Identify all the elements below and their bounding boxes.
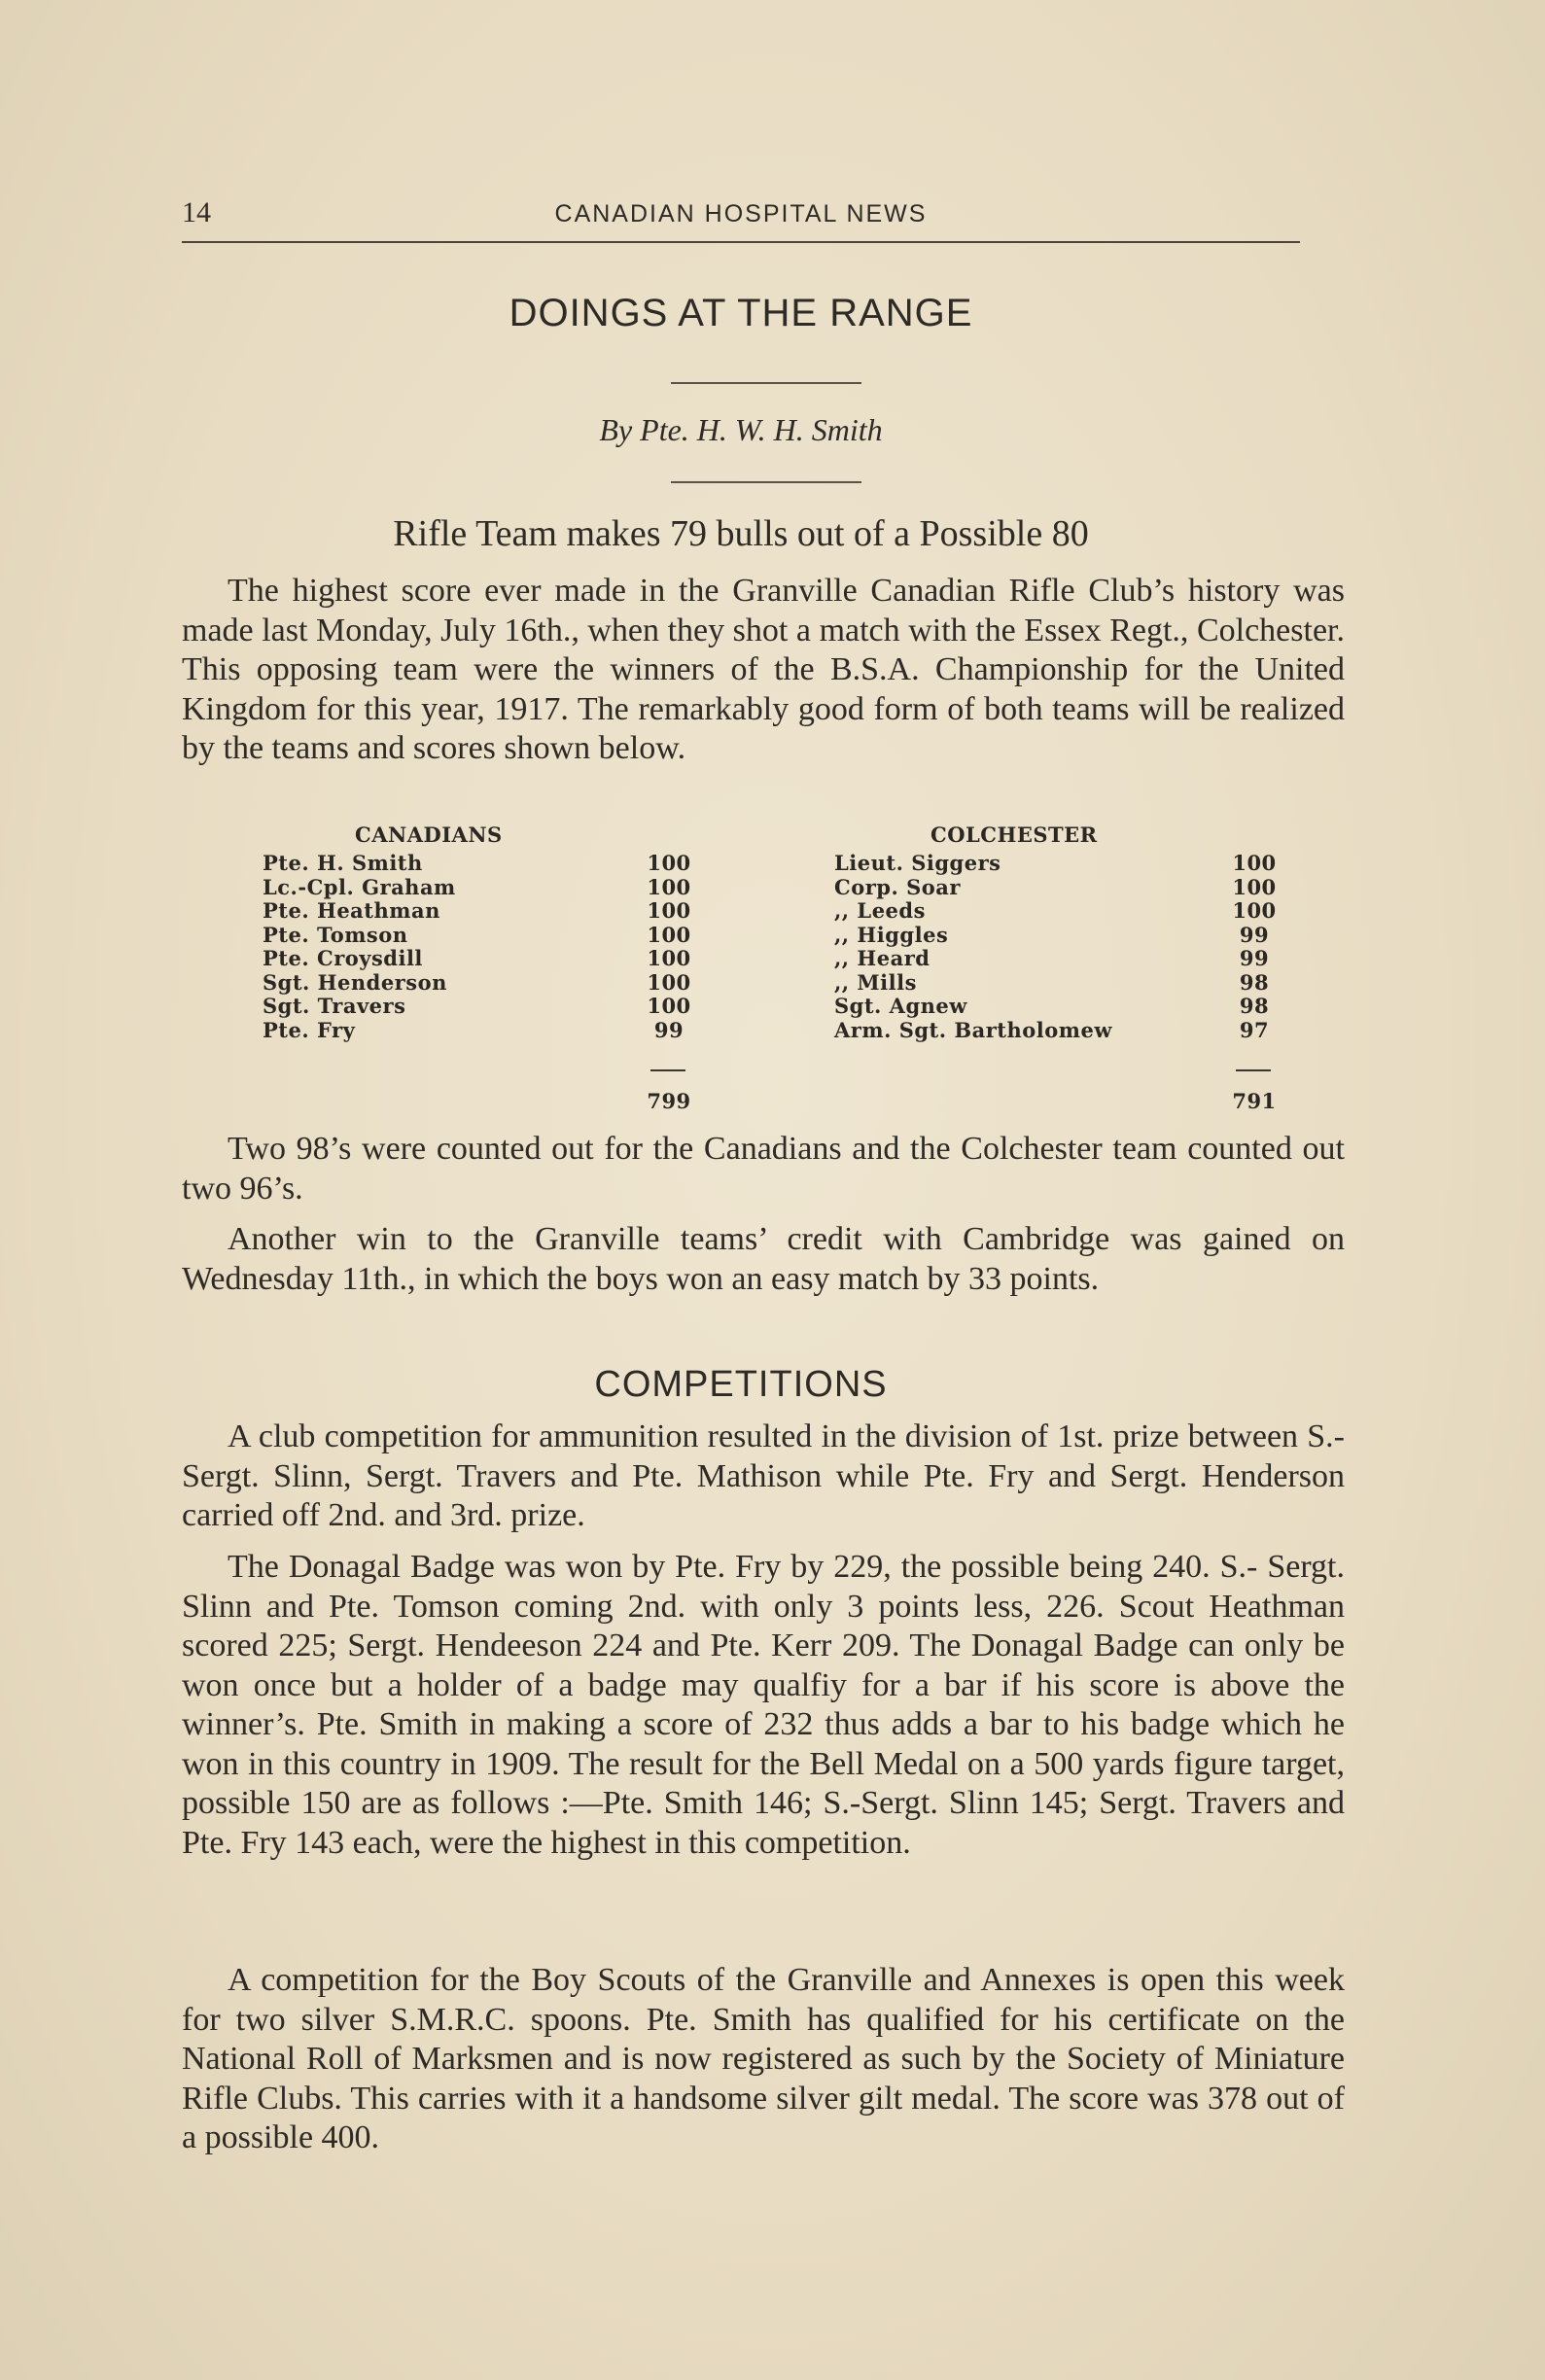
canadians-player-score: 100 — [647, 994, 691, 1018]
canadians-player-name: Sgt. Travers — [263, 994, 406, 1018]
colchester-player-score: 98 — [1239, 969, 1270, 995]
canadians-player-score: 99 — [653, 1017, 685, 1042]
title-divider — [671, 382, 861, 384]
colchester-total-rule — [1236, 1069, 1271, 1071]
page-number: 14 — [182, 196, 211, 228]
colchester-player-score: 100 — [1232, 898, 1277, 923]
page-header — [182, 196, 1300, 235]
canadians-player-name: Pte. Fry — [263, 1017, 356, 1042]
canadians-player-score: 100 — [647, 874, 691, 899]
colchester-player-score: 100 — [1232, 874, 1277, 899]
colchester-player-name: ,, Mills — [834, 969, 917, 995]
colchester-player-score: 98 — [1239, 994, 1270, 1018]
colchester-player-name: ,, Higgles — [834, 922, 949, 947]
colchester-total: 791 — [1232, 1089, 1277, 1113]
cambridge-paragraph: Another win to the Granville teams’ credit with Cambridge was gained on Wednesday 11th., in which the boys won an easy match by 33 points. — [182, 1221, 1345, 1297]
colchester-player-score: 99 — [1239, 922, 1270, 947]
canadians-player-score: 100 — [647, 922, 691, 947]
header-rule — [182, 241, 1300, 243]
counted-out-paragraph: Two 98’s were counted out for the Canadians and the Colchester team counted out two 96’s. — [182, 1131, 1345, 1207]
colchester-heading: COLCHESTER — [931, 822, 1098, 847]
canadians-player-name: Pte. H. Smith — [263, 851, 423, 875]
canadians-player-name: Lc.-Cpl. Graham — [263, 874, 456, 899]
canadians-player-name: Pte. Heathman — [263, 898, 440, 923]
colchester-player-name: Lieut. Siggers — [834, 851, 1001, 875]
competition-paragraph-3: A competition for the Boy Scouts of the Granville and Annexes is open this week for two silver S.M.R.C. spoons. Pte. Smith has qualified for his certificate on the National Roll of Marksmen and is now registered as such by the Society of Miniature Rifle Clubs. This carries with it a handsome silver gilt medal. The score was 378 out of a possible 400. — [182, 1962, 1345, 2155]
colchester-player-name: Corp. Soar — [834, 874, 961, 899]
running-head: CANADIAN HOSPITAL NEWS — [554, 200, 928, 228]
canadians-player-score: 100 — [647, 851, 691, 875]
colchester-player-name: ,, Heard — [834, 946, 931, 970]
canadians-heading: CANADIANS — [355, 822, 503, 847]
canadians-total: 799 — [647, 1089, 691, 1113]
competition-paragraph-2: The Donagal Badge was won by Pte. Fry by 229, the possible being 240. S.- Sergt. Slinn and Pte. Tomson coming 2nd. with only 3 points less, 226. Scout Heathman scored 225; Sergt. Hendeeson 224 and Pte. Kerr 209. The Donagal Badge can only be won once but a holder of a badge may qualfiy for a bar if his score is above the winner’s. Pte. Smith in making a score of 232 thus adds a bar to his badge which he won in this country in 1909. The result for the Bell Medal on a 500 yards figure target, possible 150 are as follows :—Pte. Smith 146; S.-Sergt. Slinn 145; Sergt. Travers and Pte. Fry 143 each, were the highest in this competition. — [182, 1549, 1345, 1861]
colchester-player-name: Arm. Sgt. Bartholomew — [834, 1017, 1112, 1042]
article-subhead: Rifle Team makes 79 bulls out of a Possible 80 — [393, 513, 1089, 554]
canadians-player-score: 100 — [647, 946, 691, 970]
intro-paragraph: The highest score ever made in the Granville Canadian Rifle Club’s history was made last Monday, July 16th., when they shot a match with the Essex Regt., Colchester. This opposing team were the winners of the B.S.A. Championship for the United Kingdom for this year, 1917. The remarkably good form of both teams will be realized by the teams and scores shown below. — [182, 573, 1345, 766]
colchester-player-name: ,, Leeds — [834, 898, 926, 923]
competition-paragraph-1: A club competition for ammunition resulted in the division of 1st. prize between S.-Sergt. Slinn, Sergt. Travers and Pte. Mathison while Pte. Fry and Sergt. Henderson carried off 2nd. and 3rd. prize. — [182, 1418, 1345, 1533]
byline-divider — [671, 481, 861, 483]
canadians-player-score: 100 — [647, 969, 691, 995]
canadians-player-name: Pte. Tomson — [263, 922, 408, 947]
canadians-player-score: 100 — [647, 898, 691, 923]
byline: By Pte. H. W. H. Smith — [599, 412, 883, 447]
competitions-heading: COMPETITIONS — [594, 1364, 888, 1405]
canadians-player-name: Pte. Croysdill — [263, 946, 423, 970]
colchester-player-score: 100 — [1232, 851, 1277, 875]
canadians-player-name: Sgt. Henderson — [263, 969, 447, 995]
colchester-player-score: 97 — [1239, 1017, 1270, 1042]
canadians-total-rule — [650, 1069, 685, 1071]
colchester-player-name: Sgt. Agnew — [834, 994, 967, 1018]
colchester-player-score: 99 — [1239, 946, 1270, 970]
article-title: DOINGS AT THE RANGE — [509, 292, 973, 334]
